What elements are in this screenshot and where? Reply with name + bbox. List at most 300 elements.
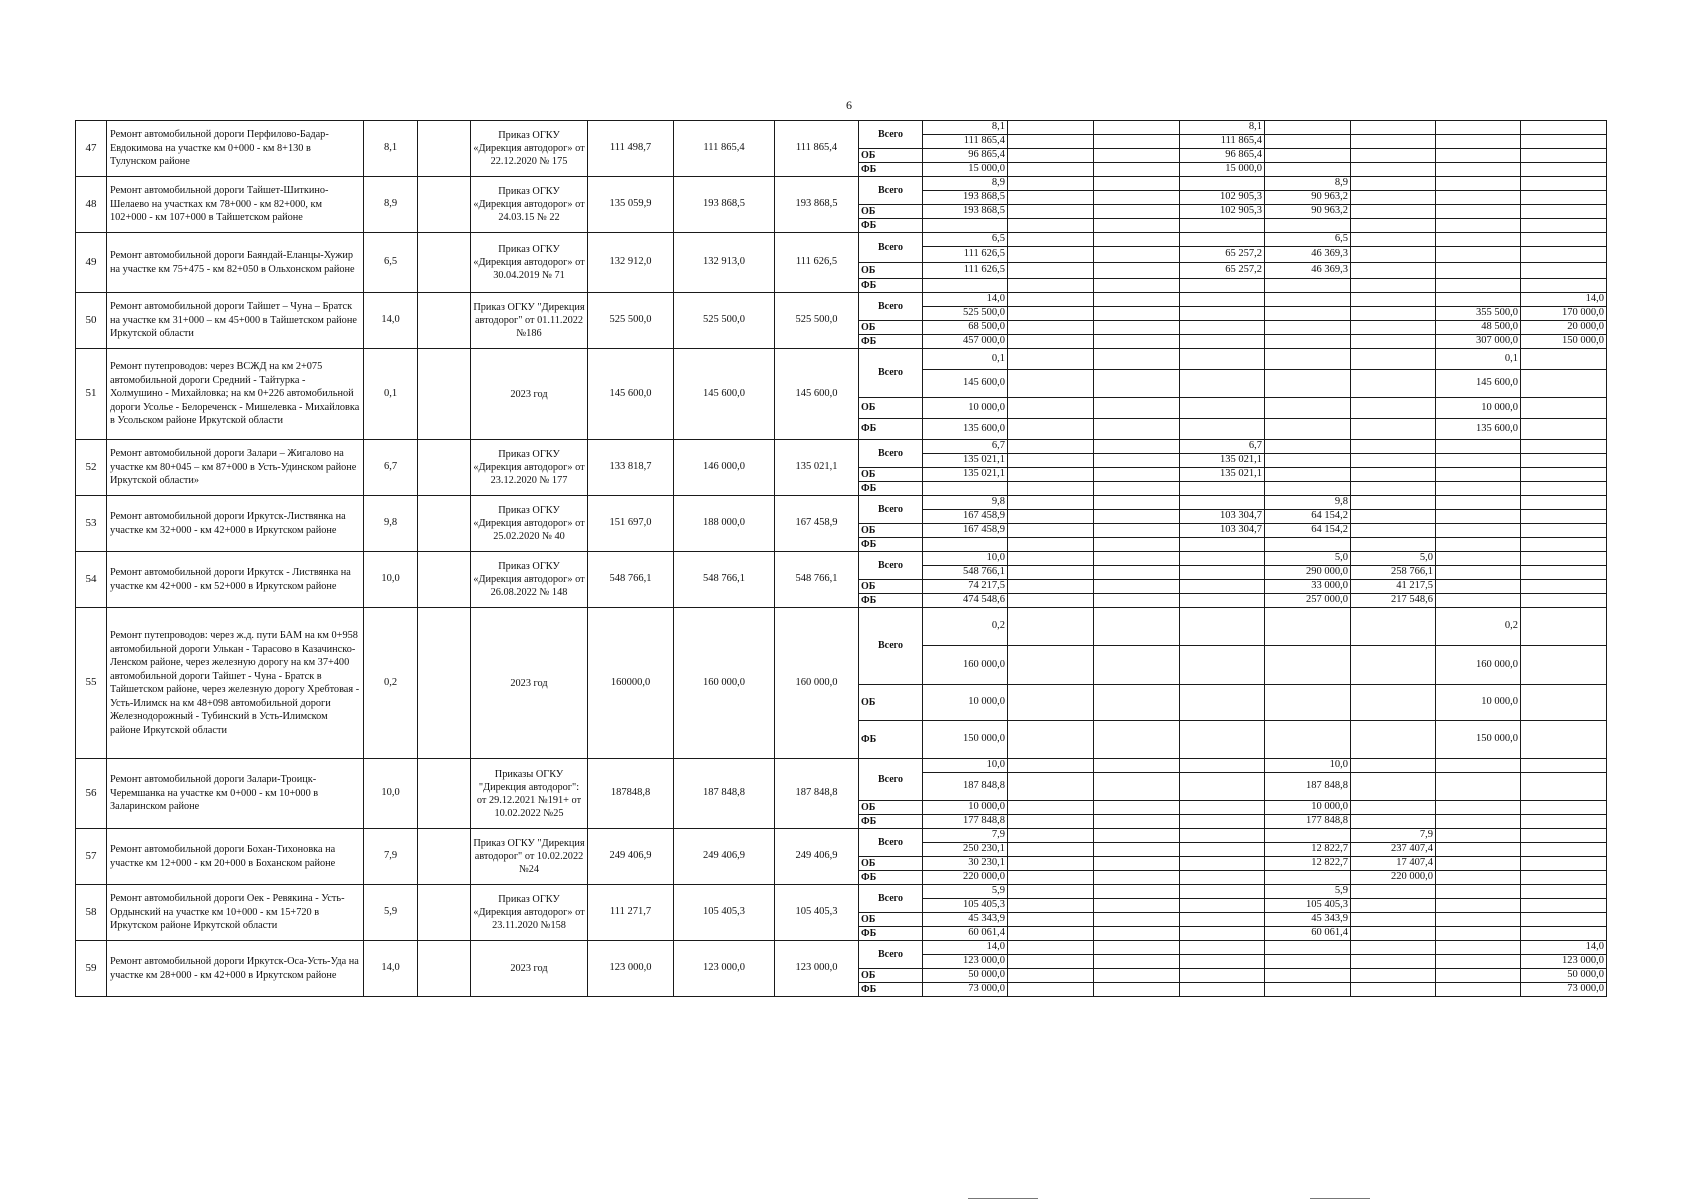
value-cell — [1436, 440, 1521, 454]
value-cell: 177 848,8 — [923, 815, 1008, 829]
value-cell — [1180, 646, 1265, 685]
value-cell — [1008, 969, 1094, 983]
value-cell — [1265, 721, 1351, 759]
value-cell — [1008, 899, 1094, 913]
value-cell: 12 822,7 — [1265, 843, 1351, 857]
object-name: Ремонт автомобильной дороги Иркутск-Оса-Усть-Уда на участке км 28+000 - км 42+000 в Иркутском районе — [107, 941, 364, 997]
approval-document: 2023 год — [471, 608, 588, 759]
value-cell — [1180, 969, 1265, 983]
value-cell — [1521, 177, 1607, 191]
value-cell: 6,7 — [923, 440, 1008, 454]
value-cell — [1180, 955, 1265, 969]
funding-type: ОБ — [859, 524, 923, 538]
blank-cell — [418, 885, 471, 941]
value-cell — [1265, 398, 1351, 419]
blank-cell — [418, 121, 471, 177]
value-cell — [1521, 398, 1607, 419]
value-cell — [1436, 538, 1521, 552]
value-cell — [1094, 969, 1180, 983]
value-cell — [1008, 524, 1094, 538]
value-cell — [1094, 419, 1180, 440]
length-km: 6,7 — [364, 440, 418, 496]
funding-type: ФБ — [859, 927, 923, 941]
value-cell — [1521, 233, 1607, 247]
value-cell: 10,0 — [1265, 759, 1351, 773]
value-cell: 10 000,0 — [923, 398, 1008, 419]
value-cell — [1265, 135, 1351, 149]
value-cell: 41 217,5 — [1351, 580, 1436, 594]
value-cell — [1008, 440, 1094, 454]
value-cell: 145 600,0 — [923, 370, 1008, 398]
value-cell — [1094, 983, 1180, 997]
value-cell — [1008, 983, 1094, 997]
value-cell — [1180, 566, 1265, 580]
total-cost: 548 766,1 — [775, 552, 859, 608]
value-cell — [1436, 233, 1521, 247]
blank-cell — [418, 293, 471, 349]
value-cell — [1521, 524, 1607, 538]
value-cell — [1094, 566, 1180, 580]
value-cell — [1521, 885, 1607, 899]
value-cell — [1180, 398, 1265, 419]
blank-cell — [418, 552, 471, 608]
value-cell: 64 154,2 — [1265, 524, 1351, 538]
value-cell — [1180, 721, 1265, 759]
value-cell — [1436, 983, 1521, 997]
approval-document: 2023 год — [471, 941, 588, 997]
value-cell — [1351, 510, 1436, 524]
value-cell — [1521, 594, 1607, 608]
value-cell — [1180, 927, 1265, 941]
estimated-cost: 187848,8 — [588, 759, 674, 829]
value-cell — [1521, 279, 1607, 293]
value-cell — [1008, 163, 1094, 177]
value-cell: 187 848,8 — [923, 773, 1008, 801]
value-cell — [1351, 468, 1436, 482]
value-cell: 65 257,2 — [1180, 263, 1265, 279]
value-cell — [1180, 219, 1265, 233]
value-cell — [1180, 885, 1265, 899]
value-cell: 102 905,3 — [1180, 191, 1265, 205]
estimated-cost: 111 498,7 — [588, 121, 674, 177]
value-cell — [1521, 538, 1607, 552]
value-cell — [1436, 594, 1521, 608]
value-cell: 6,5 — [923, 233, 1008, 247]
value-cell: 111 865,4 — [923, 135, 1008, 149]
length-km: 8,1 — [364, 121, 418, 177]
value-cell: 65 257,2 — [1180, 247, 1265, 263]
value-cell — [1521, 608, 1607, 646]
value-cell — [1351, 773, 1436, 801]
value-cell: 9,8 — [923, 496, 1008, 510]
value-cell — [1436, 927, 1521, 941]
value-cell — [1180, 370, 1265, 398]
value-cell — [1008, 721, 1094, 759]
approval-document: Приказ ОГКУ «Дирекция автодорог» от 25.02.2020 № 40 — [471, 496, 588, 552]
value-cell — [1436, 913, 1521, 927]
value-cell: 0,1 — [923, 349, 1008, 370]
value-cell — [1521, 829, 1607, 843]
estimated-cost: 160000,0 — [588, 608, 674, 759]
table-row — [76, 885, 1607, 899]
value-cell: 10 000,0 — [1265, 801, 1351, 815]
value-cell — [1094, 646, 1180, 685]
length-km: 7,9 — [364, 829, 418, 885]
value-cell: 10 000,0 — [1436, 685, 1521, 721]
value-cell — [1351, 608, 1436, 646]
funding-type: ОБ — [859, 969, 923, 983]
value-cell — [1436, 955, 1521, 969]
value-cell — [1265, 279, 1351, 293]
value-cell — [1265, 321, 1351, 335]
row-number: 53 — [76, 496, 107, 552]
value-cell — [1008, 580, 1094, 594]
value-cell — [1521, 566, 1607, 580]
value-cell — [1008, 646, 1094, 685]
value-cell — [1094, 440, 1180, 454]
value-cell — [1094, 468, 1180, 482]
total-cost: 249 406,9 — [775, 829, 859, 885]
value-cell — [1436, 121, 1521, 135]
value-cell — [1180, 349, 1265, 370]
value-cell — [1094, 829, 1180, 843]
row-number: 56 — [76, 759, 107, 829]
value-cell: 135 021,1 — [923, 468, 1008, 482]
value-cell — [1436, 857, 1521, 871]
value-cell — [1094, 608, 1180, 646]
value-cell — [1521, 899, 1607, 913]
funding-type: Всего — [859, 496, 923, 524]
blank-cell — [418, 941, 471, 997]
value-cell: 135 600,0 — [923, 419, 1008, 440]
value-cell: 103 304,7 — [1180, 524, 1265, 538]
value-cell — [1521, 815, 1607, 829]
value-cell: 90 963,2 — [1265, 205, 1351, 219]
value-cell — [1351, 913, 1436, 927]
value-cell — [1436, 773, 1521, 801]
contract-cost: 105 405,3 — [674, 885, 775, 941]
value-cell — [1351, 496, 1436, 510]
blank-cell — [418, 349, 471, 440]
scan-mark — [1310, 1198, 1370, 1199]
value-cell: 0,1 — [1436, 349, 1521, 370]
row-number: 58 — [76, 885, 107, 941]
value-cell: 177 848,8 — [1265, 815, 1351, 829]
value-cell — [1094, 843, 1180, 857]
value-cell — [1180, 552, 1265, 566]
value-cell — [1265, 293, 1351, 307]
table-row — [76, 177, 1607, 191]
value-cell — [1265, 219, 1351, 233]
value-cell — [1094, 135, 1180, 149]
value-cell — [1351, 899, 1436, 913]
funding-type: ФБ — [859, 482, 923, 496]
blank-cell — [418, 233, 471, 293]
value-cell — [1008, 219, 1094, 233]
value-cell — [1008, 121, 1094, 135]
approval-document: Приказ ОГКУ «Дирекция автодорог» от 30.04.2019 № 71 — [471, 233, 588, 293]
value-cell: 135 600,0 — [1436, 419, 1521, 440]
value-cell — [1436, 899, 1521, 913]
value-cell: 30 230,1 — [923, 857, 1008, 871]
value-cell — [1008, 191, 1094, 205]
value-cell: 17 407,4 — [1351, 857, 1436, 871]
contract-cost: 160 000,0 — [674, 608, 775, 759]
value-cell — [1521, 191, 1607, 205]
value-cell: 5,0 — [1265, 552, 1351, 566]
approval-document: Приказ ОГКУ «Дирекция автодорог» от 26.08.2022 № 148 — [471, 552, 588, 608]
value-cell — [1521, 370, 1607, 398]
contract-cost: 146 000,0 — [674, 440, 775, 496]
value-cell — [1521, 163, 1607, 177]
page-number: 6 — [846, 98, 852, 112]
value-cell — [1436, 829, 1521, 843]
funding-type: Всего — [859, 177, 923, 205]
value-cell — [1094, 191, 1180, 205]
value-cell — [1351, 163, 1436, 177]
value-cell: 0,2 — [1436, 608, 1521, 646]
funding-type: Всего — [859, 440, 923, 468]
value-cell — [1180, 899, 1265, 913]
value-cell — [1351, 801, 1436, 815]
value-cell — [1008, 349, 1094, 370]
value-cell — [1094, 913, 1180, 927]
value-cell — [1008, 941, 1094, 955]
value-cell — [1094, 685, 1180, 721]
value-cell — [1180, 307, 1265, 321]
object-name: Ремонт путепроводов: через ж.д. пути БАМ на км 0+958 автомобильной дороги Улькан - Тарасово в Казачинско-Ленском районе, через железную дорогу на км 37+400 автомобильной дороги Тайшет - Чуна - Братск в Тайшетском районе, через железную дорогу Хребтовая - Усть-Илимск на км 48+098 автомобильной дороги Железнодорожный - Тубинский в Усть-Илимском районе Иркутской области — [107, 608, 364, 759]
value-cell — [923, 482, 1008, 496]
object-name: Ремонт автомобильной дороги Баяндай-Еланцы-Хужир на участке км 75+475 - км 82+050 в Ольхонском районе — [107, 233, 364, 293]
value-cell: 217 548,6 — [1351, 594, 1436, 608]
length-km: 0,2 — [364, 608, 418, 759]
value-cell — [1351, 969, 1436, 983]
value-cell — [1521, 773, 1607, 801]
value-cell — [1008, 927, 1094, 941]
value-cell — [1180, 496, 1265, 510]
value-cell — [1180, 279, 1265, 293]
value-cell — [1008, 307, 1094, 321]
table-row — [76, 233, 1607, 247]
value-cell — [1094, 177, 1180, 191]
estimated-cost: 548 766,1 — [588, 552, 674, 608]
value-cell — [1436, 468, 1521, 482]
value-cell — [1008, 608, 1094, 646]
value-cell — [1008, 955, 1094, 969]
value-cell — [1094, 552, 1180, 566]
total-cost: 187 848,8 — [775, 759, 859, 829]
contract-cost: 187 848,8 — [674, 759, 775, 829]
value-cell — [1521, 552, 1607, 566]
value-cell — [1265, 454, 1351, 468]
value-cell: 10 000,0 — [923, 685, 1008, 721]
value-cell: 123 000,0 — [923, 955, 1008, 969]
total-cost: 145 600,0 — [775, 349, 859, 440]
approval-document: Приказ ОГКУ "Дирекция автодорог" от 01.11.2022 №186 — [471, 293, 588, 349]
value-cell: 6,7 — [1180, 440, 1265, 454]
value-cell: 8,1 — [1180, 121, 1265, 135]
value-cell: 111 626,5 — [923, 263, 1008, 279]
value-cell — [1436, 496, 1521, 510]
approval-document: Приказ ОГКУ «Дирекция автодорог» от 24.03.15 № 22 — [471, 177, 588, 233]
value-cell — [1094, 233, 1180, 247]
row-number: 57 — [76, 829, 107, 885]
funding-type: Всего — [859, 608, 923, 685]
value-cell — [1351, 685, 1436, 721]
total-cost: 105 405,3 — [775, 885, 859, 941]
value-cell: 68 500,0 — [923, 321, 1008, 335]
contract-cost: 548 766,1 — [674, 552, 775, 608]
value-cell — [1436, 580, 1521, 594]
value-cell — [1094, 524, 1180, 538]
value-cell — [1265, 307, 1351, 321]
value-cell — [1436, 510, 1521, 524]
value-cell — [1094, 321, 1180, 335]
value-cell — [1521, 440, 1607, 454]
value-cell — [1351, 538, 1436, 552]
value-cell — [1351, 955, 1436, 969]
value-cell — [1265, 685, 1351, 721]
value-cell — [1008, 913, 1094, 927]
value-cell — [1008, 370, 1094, 398]
object-name: Ремонт автомобильной дороги Иркутск - Листвянка на участке км 42+000 - км 52+000 в Иркутском районе — [107, 552, 364, 608]
length-km: 10,0 — [364, 759, 418, 829]
value-cell — [1265, 419, 1351, 440]
value-cell — [1094, 594, 1180, 608]
value-cell — [1180, 538, 1265, 552]
value-cell: 135 021,1 — [1180, 468, 1265, 482]
value-cell: 111 865,4 — [1180, 135, 1265, 149]
total-cost: 525 500,0 — [775, 293, 859, 349]
value-cell — [1180, 233, 1265, 247]
value-cell: 60 061,4 — [1265, 927, 1351, 941]
value-cell — [923, 219, 1008, 233]
funding-type: Всего — [859, 293, 923, 321]
object-name: Ремонт автомобильной дороги Оек - Ревякина - Усть-Ордынский на участке км 10+000 - км 15+720 в Иркутском районе Иркутской области — [107, 885, 364, 941]
value-cell: 46 369,3 — [1265, 247, 1351, 263]
row-number: 47 — [76, 121, 107, 177]
funding-type: ОБ — [859, 913, 923, 927]
value-cell — [1521, 135, 1607, 149]
value-cell — [1180, 843, 1265, 857]
table-row — [76, 759, 1607, 773]
value-cell — [1094, 398, 1180, 419]
scan-mark — [968, 1198, 1038, 1199]
table-row — [76, 496, 1607, 510]
row-number: 54 — [76, 552, 107, 608]
value-cell — [1521, 843, 1607, 857]
value-cell — [1351, 219, 1436, 233]
funding-type: Всего — [859, 121, 923, 149]
value-cell: 45 343,9 — [923, 913, 1008, 927]
value-cell — [1180, 829, 1265, 843]
value-cell — [1351, 454, 1436, 468]
value-cell — [1094, 801, 1180, 815]
blank-cell — [418, 177, 471, 233]
value-cell — [1351, 293, 1436, 307]
value-cell: 14,0 — [1521, 941, 1607, 955]
object-name: Ремонт автомобильной дороги Бохан-Тихоновка на участке км 12+000 - км 20+000 в Боханском районе — [107, 829, 364, 885]
value-cell — [1265, 608, 1351, 646]
total-cost: 111 626,5 — [775, 233, 859, 293]
value-cell — [1521, 510, 1607, 524]
value-cell: 14,0 — [923, 293, 1008, 307]
object-name: Ремонт автомобильной дороги Залари – Жигалово на участке км 80+045 – км 87+000 в Усть-Удинском районе Иркутской области» — [107, 440, 364, 496]
funding-type: Всего — [859, 829, 923, 857]
value-cell — [1180, 177, 1265, 191]
row-number: 52 — [76, 440, 107, 496]
value-cell: 160 000,0 — [923, 646, 1008, 685]
value-cell — [1265, 121, 1351, 135]
value-cell — [1265, 335, 1351, 349]
length-km: 10,0 — [364, 552, 418, 608]
value-cell — [1521, 913, 1607, 927]
value-cell — [1094, 307, 1180, 321]
value-cell: 10,0 — [923, 552, 1008, 566]
funding-type: ОБ — [859, 398, 923, 419]
value-cell: 73 000,0 — [1521, 983, 1607, 997]
length-km: 14,0 — [364, 941, 418, 997]
value-cell — [1351, 759, 1436, 773]
estimated-cost: 111 271,7 — [588, 885, 674, 941]
funding-type: ОБ — [859, 801, 923, 815]
value-cell — [1436, 163, 1521, 177]
value-cell — [1521, 349, 1607, 370]
value-cell — [1436, 566, 1521, 580]
value-cell — [1521, 454, 1607, 468]
value-cell — [1265, 955, 1351, 969]
table-row — [76, 121, 1607, 135]
value-cell — [1351, 149, 1436, 163]
value-cell: 355 500,0 — [1436, 307, 1521, 321]
value-cell — [1094, 293, 1180, 307]
value-cell — [1008, 510, 1094, 524]
value-cell — [1008, 293, 1094, 307]
row-number: 55 — [76, 608, 107, 759]
value-cell — [1094, 538, 1180, 552]
value-cell: 45 343,9 — [1265, 913, 1351, 927]
value-cell — [1265, 829, 1351, 843]
value-cell — [1094, 927, 1180, 941]
value-cell: 7,9 — [1351, 829, 1436, 843]
value-cell — [1180, 293, 1265, 307]
value-cell — [1436, 482, 1521, 496]
value-cell — [1265, 871, 1351, 885]
value-cell: 20 000,0 — [1521, 321, 1607, 335]
value-cell — [1351, 191, 1436, 205]
value-cell — [923, 279, 1008, 293]
value-cell — [1436, 293, 1521, 307]
value-cell — [1008, 468, 1094, 482]
value-cell — [1521, 205, 1607, 219]
value-cell — [1265, 163, 1351, 177]
value-cell — [1351, 233, 1436, 247]
value-cell — [1351, 398, 1436, 419]
value-cell: 10,0 — [923, 759, 1008, 773]
funding-type: ФБ — [859, 219, 923, 233]
value-cell — [1351, 205, 1436, 219]
value-cell — [1094, 335, 1180, 349]
funding-type: ОБ — [859, 321, 923, 335]
value-cell — [1351, 815, 1436, 829]
value-cell — [1521, 759, 1607, 773]
value-cell — [1008, 801, 1094, 815]
value-cell: 167 458,9 — [923, 524, 1008, 538]
value-cell — [1008, 247, 1094, 263]
approval-document: Приказ ОГКУ «Дирекция автодорог» от 22.12.2020 № 175 — [471, 121, 588, 177]
funding-type: ФБ — [859, 279, 923, 293]
value-cell — [1180, 983, 1265, 997]
